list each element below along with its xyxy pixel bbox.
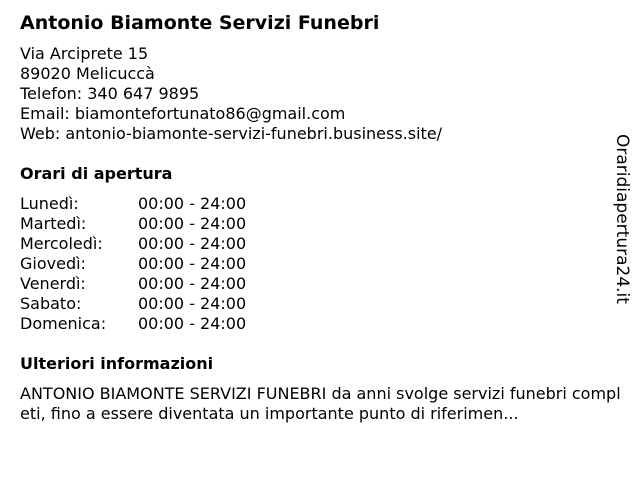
time-range: 00:00 - 24:00 (138, 234, 247, 253)
time-range: 00:00 - 24:00 (138, 294, 247, 313)
day-label: Martedì: (20, 214, 87, 233)
time-range: 00:00 - 24:00 (138, 274, 247, 293)
time-range: 00:00 - 24:00 (138, 254, 247, 273)
time-range: 00:00 - 24:00 (138, 214, 247, 233)
time-range: 00:00 - 24:00 (138, 314, 247, 333)
business-description: ANTONIO BIAMONTE SERVIZI FUNEBRI da anni svolge servizi funebri completi, fino a essere diventata un importante punto di riferimen... (20, 384, 621, 423)
day-label: Mercoledì: (20, 234, 103, 253)
day-label: Venerdì: (20, 274, 86, 293)
street-address: Via Arciprete 15 (20, 44, 149, 63)
opening-hours-heading: Orari di apertura (20, 164, 173, 183)
day-label: Sabato: (20, 294, 82, 313)
time-range: 00:00 - 24:00 (138, 194, 247, 213)
day-label: Giovedì: (20, 254, 86, 273)
day-label: Lunedì: (20, 194, 79, 213)
brand-watermark: Oraridiapertura24.it (612, 134, 632, 304)
email-address: Email: biamontefortunato86@gmail.com (20, 104, 346, 123)
phone-number: Telefon: 340 647 9895 (20, 84, 200, 103)
business-name: Antonio Biamonte Servizi Funebri (20, 12, 380, 34)
website-url: Web: antonio-biamonte-servizi-funebri.business.site/ (20, 124, 443, 143)
day-label: Domenica: (20, 314, 107, 333)
city-address: 89020 Melicuccà (20, 64, 155, 83)
more-info-heading: Ulteriori informazioni (20, 354, 214, 373)
contact-block (20, 44, 442, 144)
